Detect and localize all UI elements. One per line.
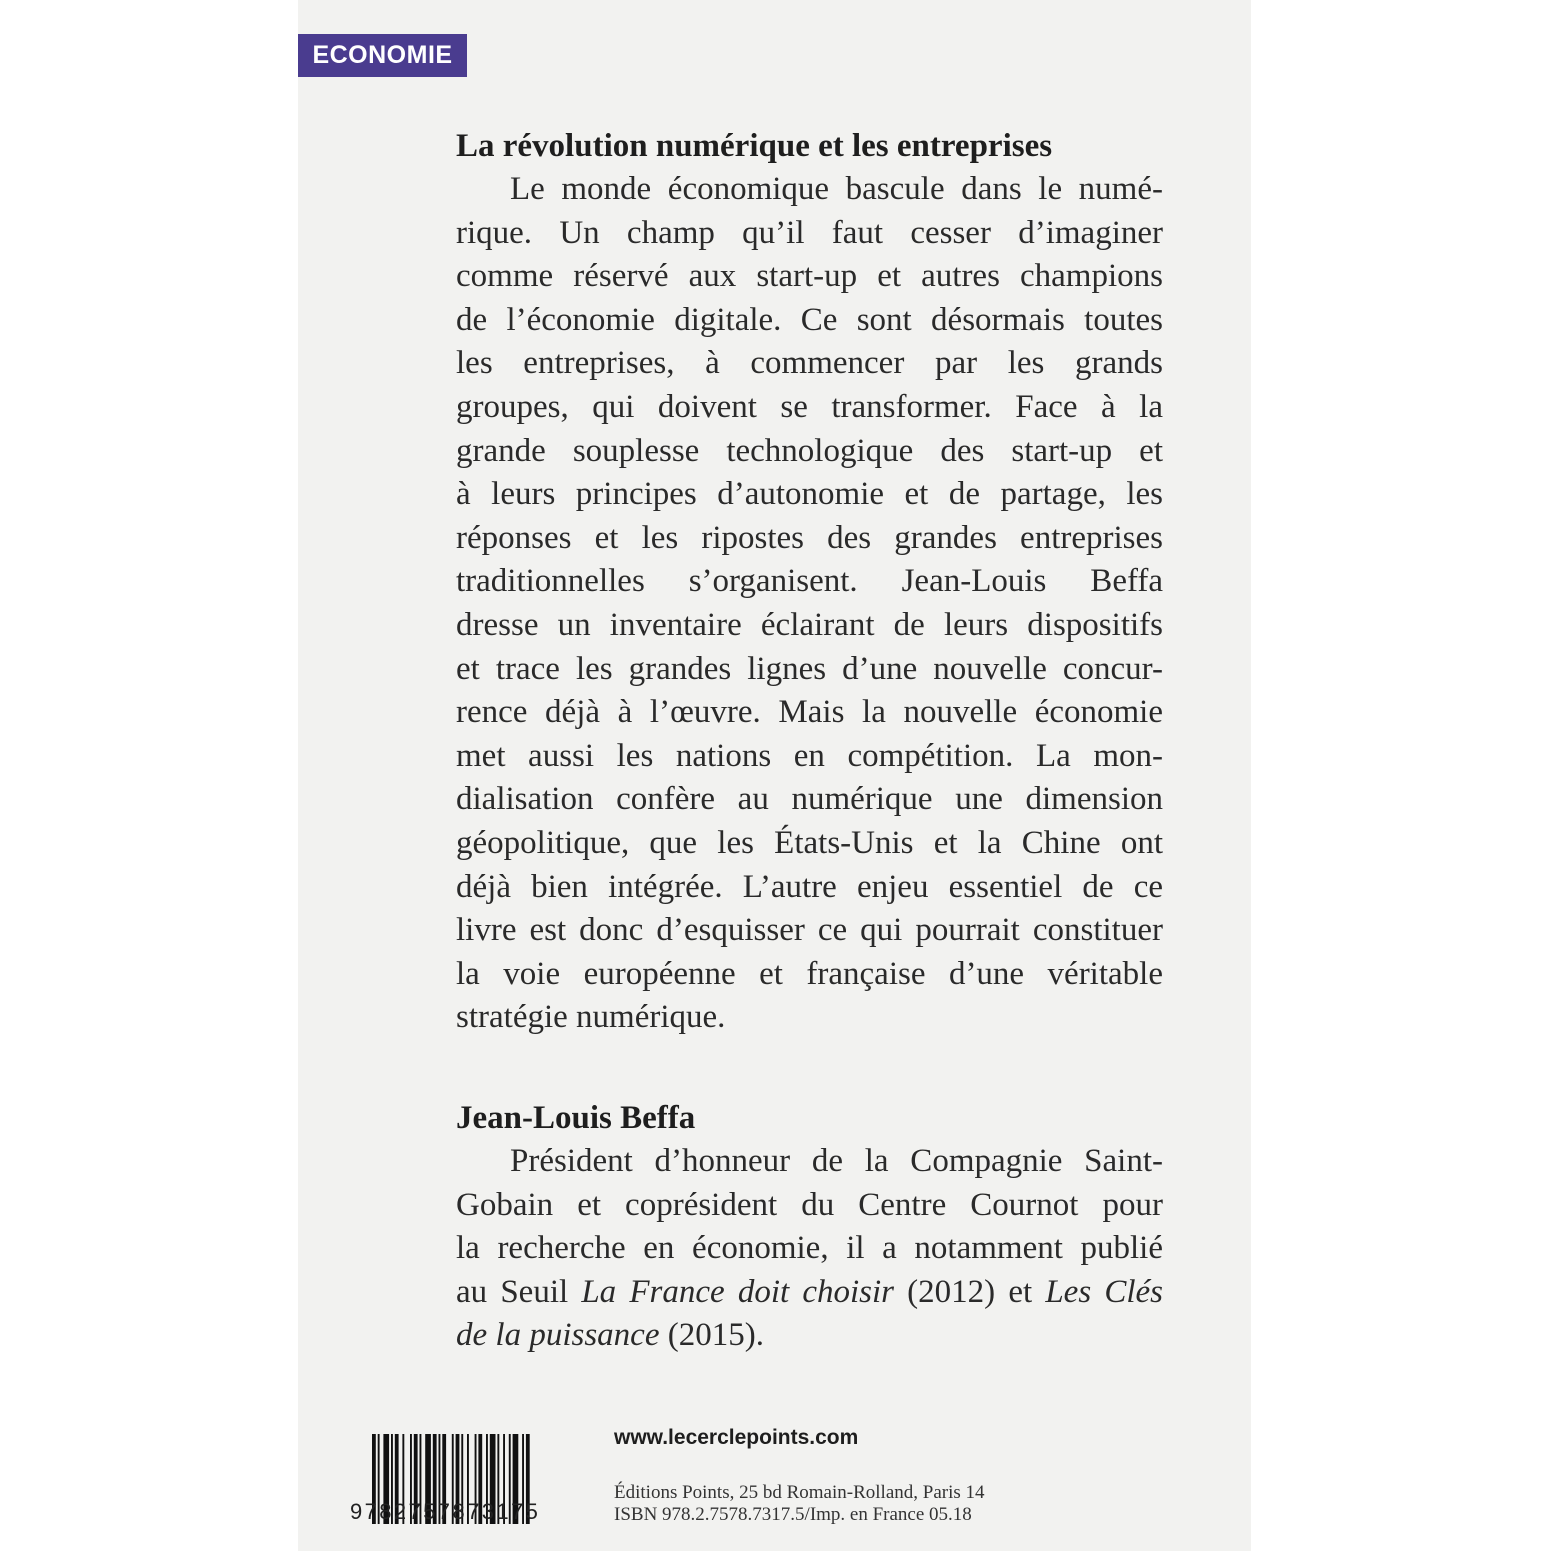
- bio-text: (2012) et: [894, 1273, 1046, 1310]
- summary-line: dialisation confère au numérique une dimension: [456, 781, 1163, 818]
- book-title-2: Les Clés: [1045, 1273, 1163, 1310]
- bio-text: (2015).: [659, 1317, 764, 1354]
- author-bio-line: [456, 1314, 1163, 1358]
- summary-line: dresse un inventaire éclairant de leurs dispositifs: [456, 606, 1163, 643]
- summary-line: Le monde économique bascule dans le numé-: [510, 171, 1163, 207]
- author-bio-line: la recherche en économie, il a notamment publié: [456, 1230, 1163, 1267]
- summary-line: géopolitique, que les États-Unis et la Chine ont: [456, 824, 1163, 861]
- website-url: www.lecerclepoints.com: [614, 1426, 859, 1449]
- summary-line: les entreprises, à commencer par les grands: [456, 345, 1163, 382]
- summary-line: grande souplesse technologique des start-up et: [456, 432, 1163, 469]
- author-bio-line: [456, 1271, 1163, 1315]
- book-back-cover: [298, 0, 1251, 1551]
- summary-section: [456, 124, 1163, 1040]
- summary-line: réponses et les ripostes des grandes entreprises: [456, 519, 1163, 556]
- summary-line: groupes, qui doivent se transformer. Face à la: [456, 388, 1163, 425]
- summary-line: déjà bien intégrée. L’autre enjeu essentiel de ce: [456, 868, 1163, 905]
- publisher-info: [614, 1482, 985, 1526]
- summary-line: et trace les grandes lignes d’une nouvelle concur-: [456, 650, 1163, 687]
- author-name: Jean-Louis Beffa: [456, 1100, 696, 1136]
- barcode-digits: 9782757873175: [350, 1499, 541, 1524]
- author-bio-line: Gobain et coprésident du Centre Cournot pour: [456, 1186, 1163, 1223]
- summary-line: met aussi les nations en compétition. La mon-: [456, 737, 1163, 774]
- summary-line: traditionnelles s’organisent. Jean-Louis Beffa: [456, 563, 1163, 600]
- summary-line: stratégie numérique.: [456, 999, 726, 1036]
- category-badge: ECONOMIE: [298, 34, 467, 77]
- summary-line: la voie européenne et française d’une véritable: [456, 955, 1163, 992]
- book-title-2-cont: de la puissance: [456, 1317, 660, 1354]
- summary-title: La révolution numérique et les entreprises: [456, 128, 1053, 164]
- publisher-address: Éditions Points, 25 bd Romain-Rolland, Paris 14: [614, 1482, 985, 1503]
- isbn-line: ISBN 978.2.7578.7317.5/Imp. en France 05.18: [614, 1504, 972, 1525]
- summary-line: livre est donc d’esquisser ce qui pourrait constituer: [456, 912, 1163, 949]
- summary-line: rence déjà à l’œuvre. Mais la nouvelle économie: [456, 694, 1163, 731]
- bio-text: au Seuil: [456, 1273, 582, 1310]
- summary-line: à leurs principes d’autonomie et de partage, les: [456, 476, 1163, 513]
- summary-line: rique. Un champ qu’il faut cesser d’imaginer: [456, 214, 1163, 251]
- summary-line: comme réservé aux start-up et autres champions: [456, 258, 1163, 295]
- book-title-1: La France doit choisir: [581, 1273, 894, 1310]
- summary-line: de l’économie digitale. Ce sont désormais toutes: [456, 301, 1163, 338]
- author-section: [456, 1096, 1163, 1358]
- author-bio-line: Président d’honneur de la Compagnie Saint-: [510, 1143, 1163, 1179]
